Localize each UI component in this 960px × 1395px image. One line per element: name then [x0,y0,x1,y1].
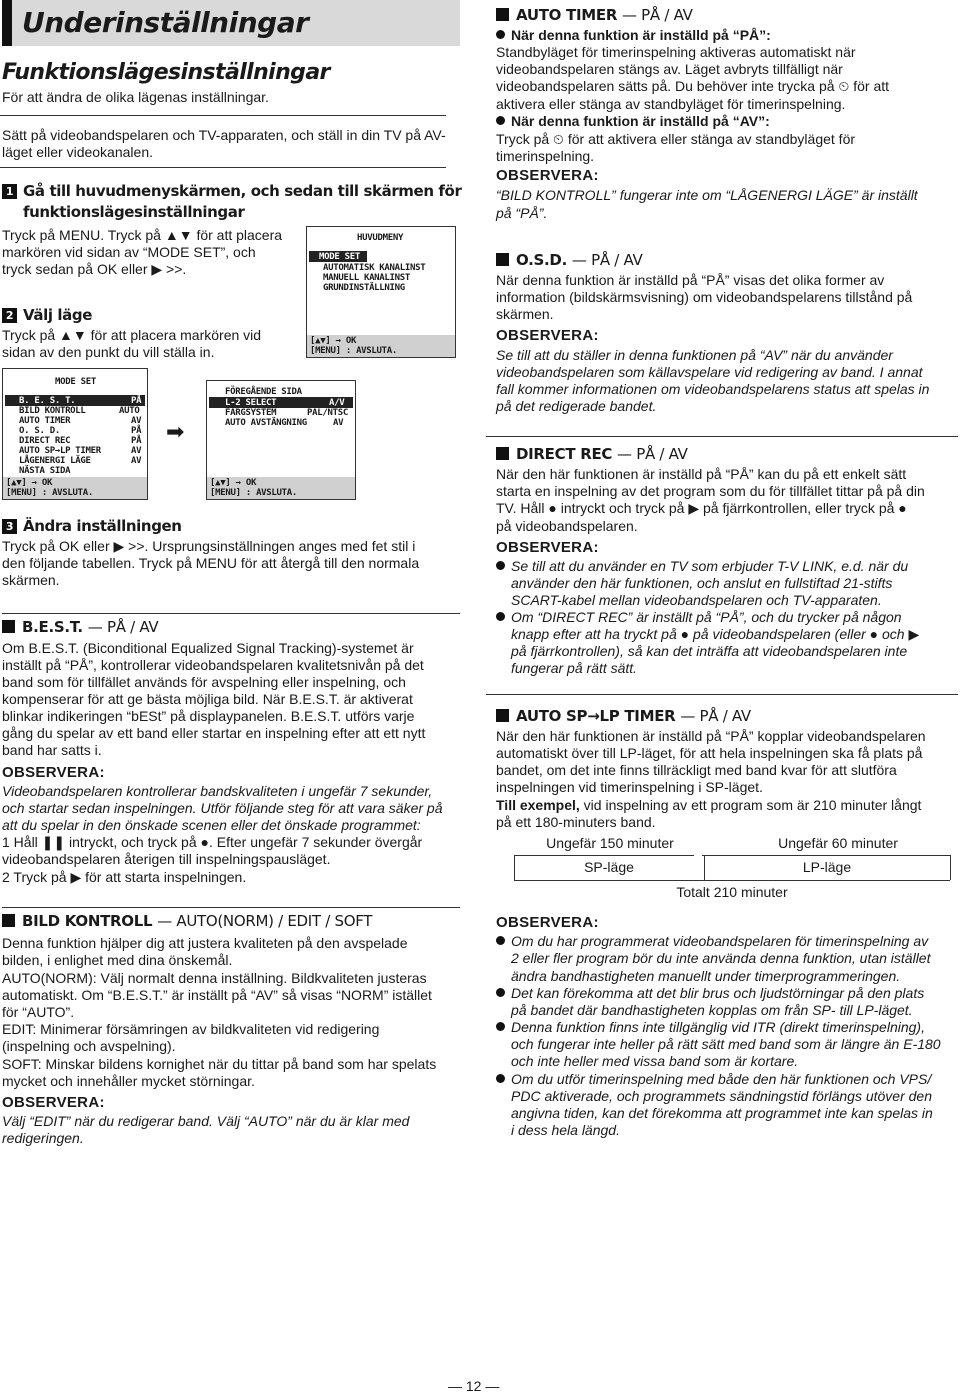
osd-line: information (bildskärmsvisning) om videobandspelarens tillstånd på [496,289,913,305]
osd-note-line: fall kommer informationen om videobandspelarens status att spelas in [496,381,930,397]
timer-line: timerinspelning. [496,148,595,164]
menu-nav-hint: [▲▼] → OK [210,478,257,488]
bild-line: Denna funktion hjälper dig att justera kvaliteten på den avspelade [2,935,408,951]
best-note-line: att du spelar in den önskade scenen eller det önskade programmet: [2,817,421,833]
direct-line: på videobandspelaren. [496,518,638,534]
bild-line: AUTO(NORM): Välj normalt denna inställning. Bildkvaliteten justeras [2,970,427,986]
menu-item: O. S. D. [19,426,60,436]
direct-note-line: använder den här funktionen, och anslut en fullstiftad 21-stifts [511,575,893,591]
square-bullet-icon [496,253,509,266]
observera-heading: OBSERVERA: [496,167,599,184]
osd-note-line: på det redigerade bandet. [496,398,657,414]
splp-line: automatiskt över till LP-läget, för att hela inspelningen ska få plats på [496,745,923,761]
direct-note-line: på fjärrkontrollen), så kan det inträffa att videobandspelaren inte [511,643,908,659]
step-1-title-cont: funktionslägesinställningar [23,203,245,221]
bild-line: (inspelning och avspelning). [2,1038,176,1054]
table-cell: LP-läge [802,859,852,875]
splp-note-item: Om du har programmerat videobandspelaren för timerinspelning av [496,933,928,950]
menu-footer [307,335,455,357]
menu-nav-hint: [▲▼] → OK [6,478,53,488]
splp-note-line: och inte heller med vissa band som är kortare. [511,1053,799,1069]
page-title: Underinställningar [22,6,309,39]
direct-note-item: Om “DIRECT REC” är inställt på “PÅ”, och du trycker på någon [496,609,902,626]
splp-example: på ett 180-minuters band. [496,814,656,830]
table-line [514,880,950,881]
splp-note-line: i dess hela längd. [511,1122,620,1138]
menu-nav-hint: [▲▼] → OK [310,336,357,346]
menu-title: MODE SET [55,377,96,387]
bild-line: för “AUTO”. [2,1004,75,1020]
page-number: — 12 — [448,1378,500,1394]
menu-item: AUTO AVSTÄNGNING [225,418,307,428]
menu-item-selected: MODE SET [319,252,360,262]
splp-note-item: Det kan förekomma att det blir brus och ljudstörningar på den plats [496,985,924,1002]
best-line: Om B.E.S.T. (Biconditional Equalized Signal Tracking)-systemet är [2,640,414,656]
best-note-line: och startar sedan inspelningen. Utför följande steg för att vara säker på [2,800,443,816]
timer-line: aktivera eller stänga av standbyläget för timerinspelning. [496,96,846,112]
table-line [702,855,950,856]
step-3-line: skärmen. [2,572,60,588]
osd-heading: O.S.D. — PÅ / AV [496,250,642,270]
osd-note-line: videobandspelaren som källavspelare vid redigering av band. I annat [496,364,923,380]
splp-note-line: PDC aktiverade, och programmets sändningstid förlängs utöver den [511,1088,932,1104]
splp-note-line: ändra bandhastigheten manuellt under timerprogrammeringen. [511,968,901,984]
step-1-title: 1 Gå till huvudmenyskärmen, och sedan till skärmen för [2,181,461,201]
square-bullet-icon [496,709,509,722]
square-bullet-icon [2,620,15,633]
splp-note-line: på bandet där bandhastigheten kopplas om från SP- till LP-läget. [511,1002,913,1018]
best-line: blinkar indikeringen “bESt” på displaypanelen. B.E.S.T. utförs varje [2,708,415,724]
bullet-dot-icon [496,116,505,125]
best-substep: videobandspelaren återigen till inspelningspausläget. [2,851,331,867]
bullet-dot-icon [496,561,505,570]
direct-note-item: Se till att du använder en TV som erbjuder T-V LINK, e.d. när du [496,558,908,575]
observera-heading: OBSERVERA: [496,914,599,931]
direct-note-line: knapp efter att ha tryckt på ● på videobandspelaren (eller ● och ▶ [511,626,920,642]
bullet-dot-icon [496,1074,505,1083]
direct-note-line: fungerar på rätt sätt. [511,660,638,676]
menu-footer [207,477,355,499]
bild-line: mycket och innehåller mycket störningar. [2,1073,255,1089]
mode-set-menu-screen: MODE SET B. E. S. T. PÅ BILD KONTROLL AUTO AUTO TIMER AV O. S. D. PÅ DIRECT REC PÅ AUTO SP→LP TIMER AV LÅGENERGI LÄGE AV NÄSTA SIDA [▲▼] → OK [MENU] : AVSLUTA. [2,368,148,500]
bullet-dot-icon [496,612,505,621]
splp-line: När den här funktionen är inställd på “PÅ” kopplar videobandspelaren [496,728,926,744]
page-header [2,0,460,46]
table-cell: Ungefär 60 minuter [778,835,898,851]
step-number: 3 [2,519,17,534]
menu-exit-hint: [MENU] : AVSLUTA. [6,488,94,498]
step-3-line: den följande tabellen. Tryck på MENU för att återgå till den normala [2,555,420,571]
menu-exit-hint: [MENU] : AVSLUTA. [310,346,398,356]
step-2-line: Tryck på ▲▼ för att placera markören vid [2,327,262,343]
table-cell: Totalt 210 minuter [676,884,788,900]
step-1-line: markören vid sidan av “MODE SET”, och [2,244,256,260]
observera-heading: OBSERVERA: [496,539,599,556]
main-menu-screen [306,226,456,358]
timer-note-line: på “PÅ”. [496,205,548,221]
observera-heading: OBSERVERA: [2,1094,105,1111]
best-note-line: Videobandspelaren kontrollerar bandskvaliteten i ungefär 7 sekunder, [2,783,433,799]
direct-heading: DIRECT REC — PÅ / AV [496,444,688,464]
timer-line: videobandspelaren sätts på. Du behöver inte trycka på ⏲ för att [496,78,890,94]
divider [2,907,460,908]
splp-note-line: 2 eller fler program bör du inte använda denna funktion, utan istället [511,950,931,966]
square-bullet-icon [496,447,509,460]
note-text: Sätt på videobandspelaren och TV-apparaten, och ställ in din TV på AV-läget eller videokanalen. [2,127,446,161]
table-cell: Ungefär 150 minuter [546,835,674,851]
timer-heading: AUTO TIMER — PÅ / AV [496,5,693,25]
timer-note-line: “BILD KONTROLL” fungerar inte om “LÅGENERGI LÄGE” är inställt [496,187,918,203]
menu-item-selected: L-2 SELECT [225,398,277,408]
menu-item: MANUELL KANALINST [323,273,411,283]
bullet-dot-icon [496,30,505,39]
direct-note-line: SCART-kabel mellan videobandspelaren och TV-apparaten. [511,592,882,608]
step-2-line: sidan av den punkt du vill ställa in. [2,344,215,360]
menu-item: FÖREGÅENDE SIDA [225,387,302,397]
table-cell: SP-läge [584,859,634,875]
splp-line: inspelningen vid timerinspelning i SP-läget. [496,779,763,795]
menu-footer [3,477,147,499]
direct-line: När den här funktionen är inställd på “PÅ” kan du på ett enkelt sätt [496,466,907,482]
bild-heading: BILD KONTROLL — AUTO(NORM) / EDIT / SOFT [2,911,372,931]
bild-line: SOFT: Minskar bildens kornighet när du tittar på band som har spelats [2,1056,437,1072]
best-substep: 2 Tryck på ▶ för att starta inspelningen. [2,869,247,885]
step-number: 1 [2,184,17,199]
step-3-line: Tryck på OK eller ▶ >>. Ursprungsinställningen anges med fet stil i [2,538,416,554]
best-heading: B.E.S.T. — PÅ / AV [2,617,158,637]
bullet-dot-icon [496,1022,505,1031]
square-bullet-icon [2,914,15,927]
menu-item: GRUNDINSTÄLLNING [323,283,405,293]
best-line: band har satts i. [2,742,102,758]
arrow-right-icon: ➡ [166,419,185,444]
best-line: gång du spelar av ett band eller startar en inspelning efter att ett nytt [2,725,426,741]
step-1-line: Tryck på MENU. Tryck på ▲▼ för att placera [2,227,283,243]
osd-line: skärmen. [496,306,554,322]
menu-item: AUTO TIMER [19,416,71,426]
menu-item: BILD KONTROLL [19,406,86,416]
menu-item: LÅGENERGI LÄGE [19,456,91,466]
step-number: 2 [2,308,17,323]
splp-note-line: och fungerar inte heller på rätt sätt med band som är längre än E-180 [511,1036,941,1052]
splp-heading: AUTO SP→LP TIMER — PÅ / AV [496,706,751,726]
bullet-dot-icon [496,988,505,997]
step-2-title: 2 Välj läge [2,305,92,325]
best-substep: 1 Håll ❚❚ intryckt, och tryck på ●. Efter ungefär 7 sekunder övergår [2,834,423,850]
best-line: inställt på “PÅ”, kontrollerar videobandspelaren kvalitetsnivån på det [2,657,424,673]
menu-item: DIRECT REC [19,436,71,446]
section-title: Funktionslägesinställningar [2,60,330,85]
bild-line: bilden, i enlighet med dina önskemål. [2,952,233,968]
menu-title: HUVUDMENY [357,233,404,243]
bild-note-line: Välj “EDIT” när du redigerar band. Välj “AUTO” när du är klar med [2,1113,410,1129]
divider [486,694,958,695]
osd-note-line: Se till att du ställer in denna funktionen på “AV” när du använder [496,347,893,363]
menu-item-selected: B. E. S. T. [19,396,76,406]
bild-line: EDIT: Minimerar försämringen av bildkvaliteten vid redigering [2,1021,380,1037]
splp-note-line: angivna tiden, kan det förekomma att programmet inte kan spelas in [511,1105,933,1121]
timer-line: Standbyläget för timerinspelning aktiveras automatiskt när [496,44,856,60]
menu-item: NÄSTA SIDA [19,466,71,476]
menu-item: FÄRGSYSTEM [225,408,277,418]
step-1-line: tryck sedan på OK eller ▶ >>. [2,261,187,277]
bild-line: automatiskt. Om “B.E.S.T.” är inställt på “AV” så visas “NORM” istället [2,987,432,1003]
observera-heading: OBSERVERA: [2,764,105,781]
timer-line: videobandspelaren stängs av. Läget avbryts tillfälligt när [496,61,843,77]
bild-note-line: redigeringen. [2,1130,84,1146]
osd-line: När denna funktion är inställd på “PÅ” visas det olika former av [496,272,885,288]
direct-line: starta en inspelning av det program som du för tillfället tittar på på din [496,483,925,499]
square-bullet-icon [496,8,509,21]
section-intro: För att ändra de olika lägenas inställningar. [2,89,269,105]
timer-case-off: När denna funktion är inställd på “AV”: [496,113,770,130]
table-line [950,855,951,880]
best-line: band som för tillfället används för avspelning eller inspelning, och [2,674,406,690]
splp-line: bandet, om det inte finns tillräckligt med band kvar för att slutföra [496,762,897,778]
bullet-dot-icon [496,936,505,945]
divider [2,613,460,614]
menu-exit-hint: [MENU] : AVSLUTA. [210,488,298,498]
splp-note-item: Denna funktion finns inte tillgänglig vid ITR (direkt timerinspelning), [496,1019,925,1036]
step-3-title: 3 Ändra inställningen [2,516,182,536]
mode-set-page2-screen: FÖREGÅENDE SIDA L-2 SELECT A/V FÄRGSYSTEM PAL/NTSC AUTO AVSTÄNGNING AV [▲▼] → OK [MENU] : AVSLUTA. [206,380,356,500]
splp-note-item: Om du utför timerinspelning med både den här funktionen och VPS/ [496,1071,931,1088]
divider [486,436,958,437]
best-line: kompenserar för att ge bästa möjliga bild. När B.E.S.T. är aktiverat [2,691,413,707]
timer-line: Tryck på ⏲ för att aktivera eller stänga av standbyläget för [496,131,856,147]
observera-heading: OBSERVERA: [496,327,599,344]
timer-case-on: När denna funktion är inställd på “PÅ”: [496,27,771,44]
menu-item: AUTO SP→LP TIMER [19,446,101,456]
direct-line: TV. Håll ● intryckt och tryck på ▶ på fjärrkontrollen, eller tryck på ● [496,500,907,516]
menu-item: AUTOMATISK KANALINST [323,263,426,273]
splp-example: Till exempel, vid inspelning av ett program som är 210 minuter långt [496,797,922,813]
table-line [514,855,694,856]
